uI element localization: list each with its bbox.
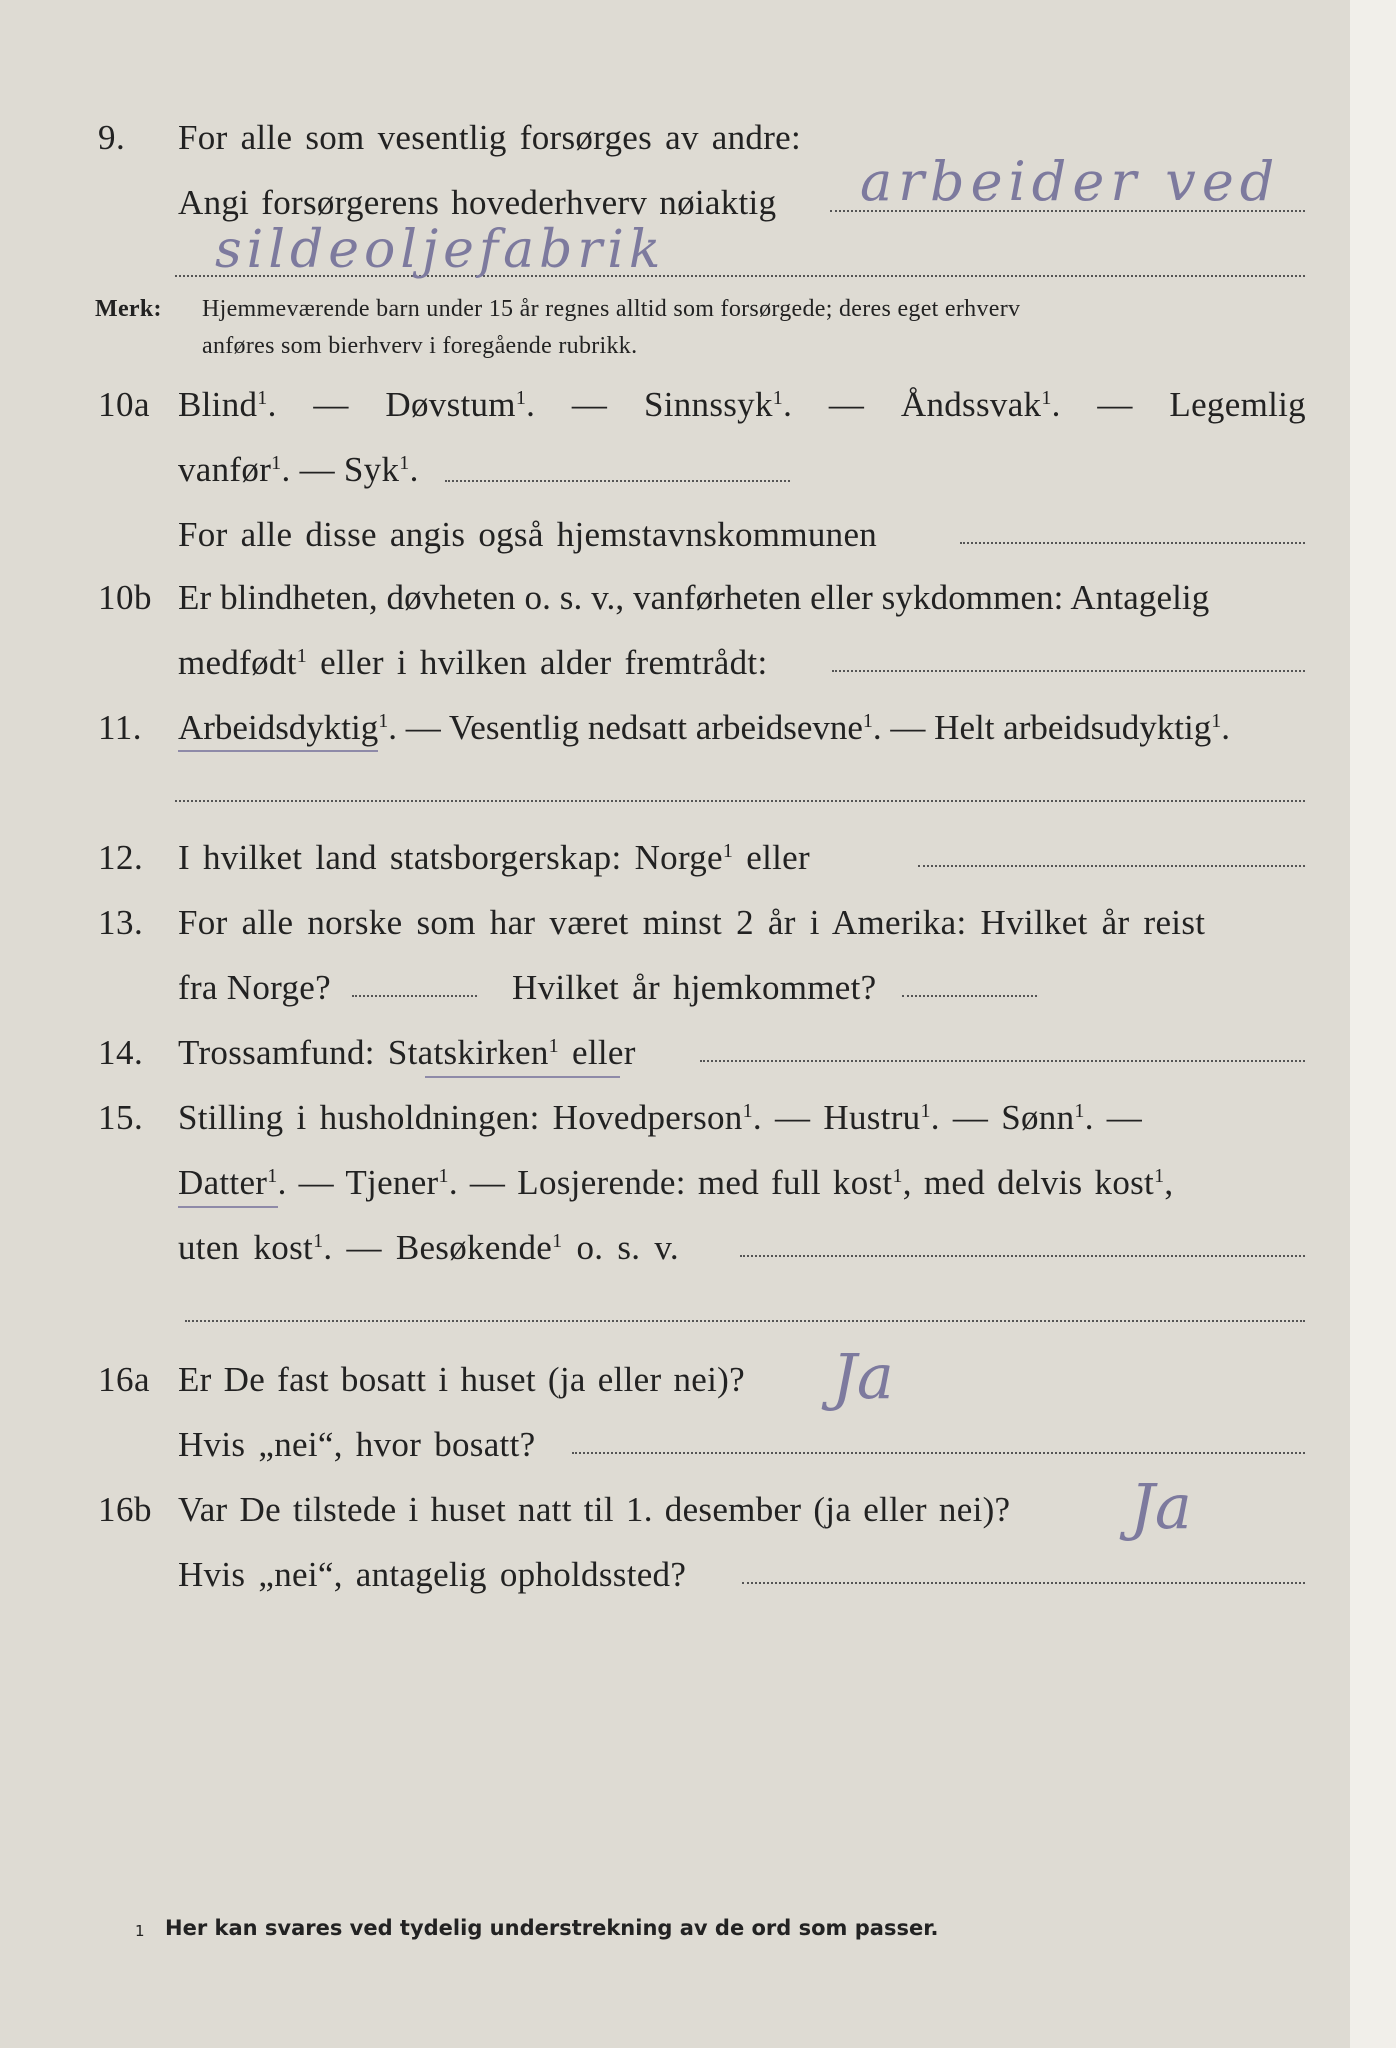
q9-line1: For alle som vesentlig forsørges av andre:: [178, 118, 802, 157]
q16b-line2: Hvis „nei“, antagelig opholdssted?: [178, 1555, 687, 1594]
q12-line: I hvilket land statsborgerskap: Norge$^1$ eller: [178, 838, 810, 877]
q16a-answer-line: [572, 1452, 1305, 1454]
q10a-hjemstavn-line: [960, 542, 1305, 544]
q12-answer-line: [918, 865, 1305, 867]
q14-handwritten-underline: [425, 1076, 620, 1078]
q10a-syk-line: [445, 480, 790, 482]
q14-line: Trossamfund: Statskirken$^1$ eller: [178, 1033, 636, 1072]
q13-line1: For alle norske som har været minst 2 år i Amerika: Hvilket år reist: [178, 903, 1206, 942]
q16b-number: 16b: [98, 1490, 152, 1529]
q13-reist-line: [352, 995, 477, 997]
q15-handwritten-underline: [178, 1206, 278, 1208]
q10b-line1: Er blindheten, døvheten o. s. v., vanførheten eller sykdommen: Antagelig: [178, 578, 1210, 617]
q15-number: 15.: [98, 1098, 144, 1137]
option-datter: Datter: [178, 1163, 268, 1202]
q13-line2b: Hvilket år hjemkommet?: [512, 968, 877, 1007]
q13-hjemkommet-line: [902, 995, 1037, 997]
q10a-line2: vanfør$^1$. — Syk$^1$.: [178, 450, 419, 489]
option-syk: Syk: [343, 450, 400, 489]
merk-line2: anføres som bierhverv i foregående rubrikk.: [202, 333, 638, 359]
q10b-answer-line: [832, 670, 1305, 672]
option-medfodt: medfødt: [178, 643, 297, 682]
page-edge: [1350, 0, 1396, 2048]
q13-line2a: fra Norge?: [178, 968, 331, 1007]
q16a-handwritten-answer: Ja: [832, 1340, 894, 1413]
q15-line1: Stilling i husholdningen: Hovedperson$^1$. — Hustru$^1$. — Sønn$^1$. —: [178, 1098, 1143, 1137]
merk-line1: Hjemmeværende barn under 15 år regnes alltid som forsørgede; deres eget erhverv: [202, 296, 1021, 322]
q13-number: 13.: [98, 903, 144, 942]
q10a-number: 10a: [98, 385, 151, 424]
q16b-line1: Var De tilstede i huset natt til 1. desember (ja eller nei)?: [178, 1490, 1011, 1529]
q9-line2: Angi forsørgerens hovederhverv nøiaktig: [178, 183, 777, 222]
option-sinnssyk: Sinnssyk: [643, 385, 773, 424]
q11-handwritten-underline: [178, 750, 378, 752]
q10a-line3: For alle disse angis også hjemstavnskommunen: [178, 515, 878, 554]
q11-number: 11.: [98, 708, 142, 747]
option-blind: Blind: [178, 385, 258, 424]
q15-line3: uten kost$^1$. — Besøkende$^1$ o. s. v.: [178, 1228, 679, 1267]
q11-answer-line: [175, 800, 1305, 802]
q15-answer-line-1: [740, 1255, 1305, 1257]
option-vanfor: vanfør: [178, 450, 272, 489]
q14-answer-line: [700, 1060, 1305, 1062]
option-andssvak: Åndssvak: [900, 385, 1042, 424]
q16a-line1: Er De fast bosatt i huset (ja eller nei)?: [178, 1360, 745, 1399]
q16a-line2: Hvis „nei“, hvor bosatt?: [178, 1425, 536, 1464]
q16b-answer-line: [742, 1582, 1305, 1584]
q10a-line1: Blind$^1$. — Døvstum$^1$. — Sinnssyk$^1$. — Åndssvak$^1$. — Legemlig: [178, 385, 1306, 424]
option-statskirken: Statskirken: [387, 1033, 549, 1072]
q11-line1: Arbeidsdyktig$^1$. — Vesentlig nedsatt arbeidsevne$^1$. — Helt arbeidsudyktig$^1$.: [178, 708, 1230, 747]
option-arbeidsdyktig: Arbeidsdyktig: [178, 708, 379, 747]
q10b-number: 10b: [98, 578, 152, 617]
option-dovstum: Døvstum: [385, 385, 516, 424]
q14-number: 14.: [98, 1033, 144, 1072]
merk-label: Merk:: [95, 296, 162, 322]
q16b-handwritten-answer: Ja: [1130, 1470, 1192, 1543]
footnote-text: Her kan svares ved tydelig understrekning av de ord som passer.: [165, 1916, 939, 1940]
q9-handwritten-answer-1: arbeider ved: [860, 150, 1281, 213]
q16a-number: 16a: [98, 1360, 151, 1399]
q9-number: 9.: [98, 118, 126, 157]
option-norge: Norge: [634, 838, 723, 877]
q15-answer-line-2: [185, 1320, 1305, 1322]
option-legemlig: Legemlig: [1169, 385, 1306, 424]
q10b-line2: medfødt$^1$ eller i hvilken alder fremtrådt:: [178, 643, 768, 682]
q15-line2: Datter$^1$. — Tjener$^1$. — Losjerende: med full kost$^1$, med delvis kost$^1$,: [178, 1163, 1174, 1202]
q12-number: 12.: [98, 838, 144, 877]
q9-handwritten-answer-2: sildeoljefabrik: [215, 220, 666, 280]
footnote-mark: 1: [135, 1922, 145, 1940]
